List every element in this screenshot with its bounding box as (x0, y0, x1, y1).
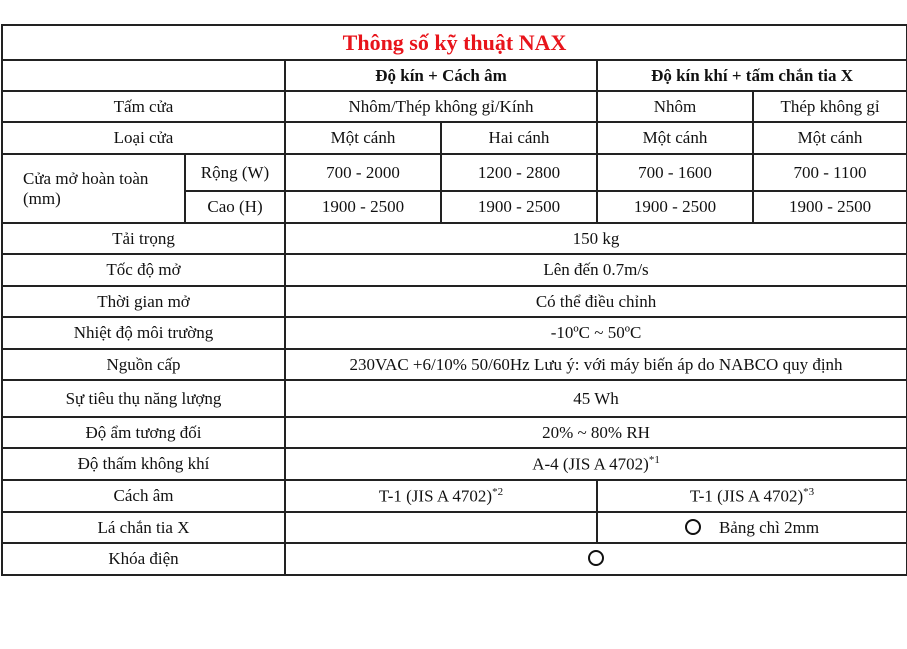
table-row-panel (2, 91, 907, 122)
cell-value: 1900 - 2500 (597, 191, 753, 223)
group-header-row (2, 60, 907, 91)
row-label: Thời gian mở (2, 286, 285, 317)
cell-value: Một cánh (285, 122, 441, 154)
cell-value: 20% ~ 80% RH (285, 417, 907, 448)
cell-value-empty (285, 512, 597, 543)
sub-label: Rộng (W) (185, 154, 285, 191)
table-title: Thông số kỹ thuật NAX (2, 25, 907, 60)
table-row-xray-shield (2, 512, 907, 543)
cell-value: -10ºC ~ 50ºC (285, 317, 907, 349)
cell-value: 700 - 1600 (597, 154, 753, 191)
row-label: Cửa mở hoàn toàn (mm) (2, 154, 185, 223)
cell-value (597, 480, 907, 512)
table-row-power (2, 349, 907, 380)
row-label: Loại cửa (2, 122, 285, 154)
cell-value: 1200 - 2800 (441, 154, 597, 191)
value-text: Bảng chì 2mm (718, 517, 820, 537)
table-row-speed (2, 254, 907, 286)
cell-value: 700 - 2000 (285, 154, 441, 191)
cell-value: Nhôm (597, 91, 753, 122)
empty-header-cell (2, 60, 285, 91)
table-row-open-time (2, 286, 907, 317)
row-label: Tốc độ mở (2, 254, 285, 286)
circle-icon (588, 550, 604, 566)
row-label: Tấm cửa (2, 91, 285, 122)
cell-value: 700 - 1100 (753, 154, 907, 191)
group-header-sealing-sound: Độ kín + Cách âm (285, 60, 597, 91)
table-row-humidity (2, 417, 907, 448)
table-row-electric-lock (2, 543, 907, 575)
spec-table (1, 24, 907, 576)
table-row-door-type (2, 122, 907, 154)
row-label: Tải trọng (2, 223, 285, 254)
row-label: Nguồn cấp (2, 349, 285, 380)
cell-value (285, 543, 907, 575)
row-label: Độ ẩm tương đối (2, 417, 285, 448)
table-row-opening-width (2, 154, 907, 191)
cell-value: Một cánh (753, 122, 907, 154)
value-text: T-1 (JIS A 4702) (378, 486, 493, 506)
title-row (2, 25, 907, 60)
cell-value: 1900 - 2500 (285, 191, 441, 223)
cell-value (285, 448, 907, 480)
row-label: Cách âm (2, 480, 285, 512)
table-row-consumption (2, 380, 907, 417)
cell-value: 1900 - 2500 (441, 191, 597, 223)
cell-value (285, 480, 597, 512)
cell-value: 1900 - 2500 (753, 191, 907, 223)
row-label: Lá chắn tia X (2, 512, 285, 543)
cell-value: Có thể điều chỉnh (285, 286, 907, 317)
row-label: Sự tiêu thụ năng lượng (2, 380, 285, 417)
row-label: Khóa điện (2, 543, 285, 575)
cell-value: Hai cánh (441, 122, 597, 154)
footnote-marker: *3 (803, 485, 815, 498)
table-row-sound-insulation (2, 480, 907, 512)
cell-value (597, 512, 907, 543)
table-row-load (2, 223, 907, 254)
row-label: Nhiệt độ môi trường (2, 317, 285, 349)
footnote-marker: *2 (492, 485, 504, 498)
value-text: A-4 (JIS A 4702) (532, 454, 649, 474)
cell-value: Lên đến 0.7m/s (285, 254, 907, 286)
value-text: T-1 (JIS A 4702) (689, 486, 804, 506)
cell-value: 150 kg (285, 223, 907, 254)
footnote-marker: *1 (648, 453, 660, 466)
table-row-temperature (2, 317, 907, 349)
table-row-air-tightness (2, 448, 907, 480)
group-header-airtight-xray: Độ kín khí + tấm chắn tia X (597, 60, 907, 91)
row-label: Độ thấm không khí (2, 448, 285, 480)
cell-value: Một cánh (597, 122, 753, 154)
cell-value: 45 Wh (285, 380, 907, 417)
cell-value: Nhôm/Thép không gỉ/Kính (285, 91, 597, 122)
cell-value: 230VAC +6/10% 50/60Hz Lưu ý: với máy biến áp do NABCO quy định (285, 349, 907, 380)
cell-value: Thép không gỉ (753, 91, 907, 122)
circle-icon (685, 519, 701, 535)
sub-label: Cao (H) (185, 191, 285, 223)
